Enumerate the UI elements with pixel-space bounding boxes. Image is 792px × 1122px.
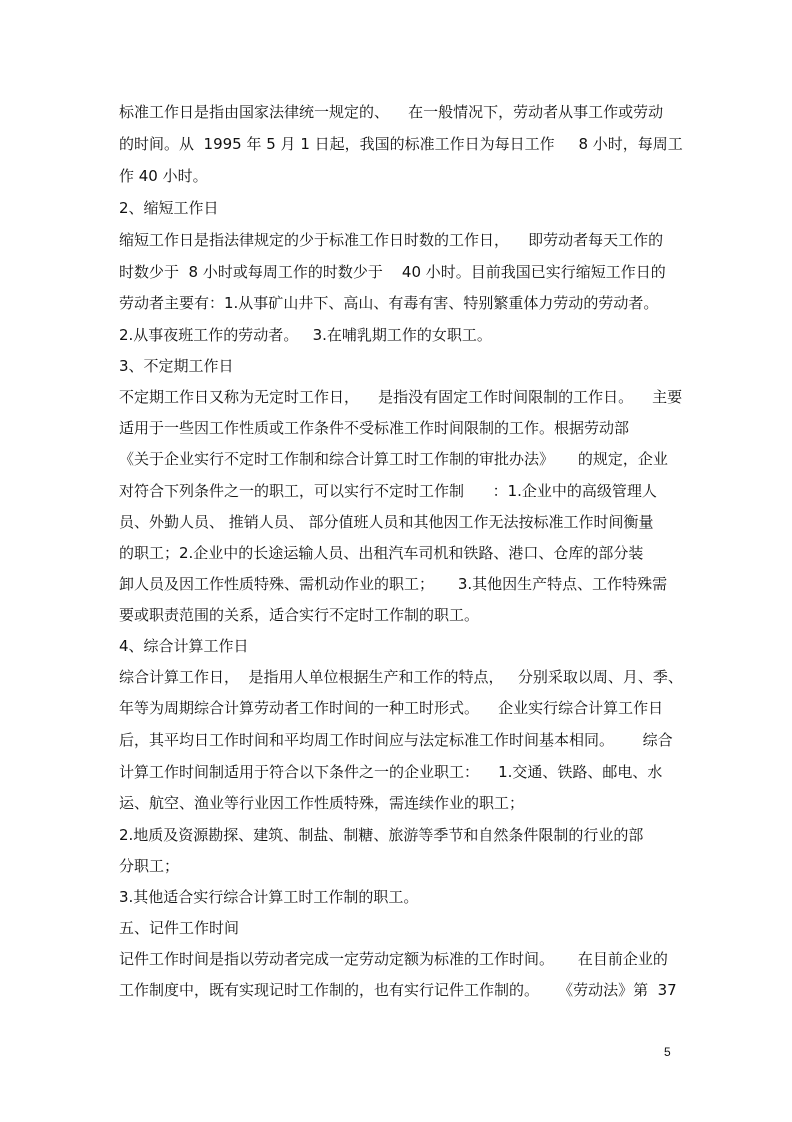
text-line-3: 作 40 小时。 <box>119 167 208 185</box>
text-line-23: 运、航空、渔业等行业因工作性质特殊，需连续作业的职工； <box>119 794 525 812</box>
text-line-25: 分职工； <box>119 857 180 875</box>
text-line-1: 标准工作日是指由国家法律统一规定的、 在一般情况下，劳动者从事工作或劳动 <box>119 103 664 121</box>
text-line-11: 适用于一些因工作性质或工作条件不受标准工作时间限制的工作。根据劳动部 <box>119 419 630 437</box>
section-heading-3: 3、不定期工作日 <box>119 357 234 375</box>
text-line-21: 后，其平均日工作时间和平均周工作时间应与法定标准工作时间基本相同。 综合 <box>119 731 673 749</box>
text-line-16: 卸人员及因工作性质特殊、需机动作业的职工； 3.其他因生产特点、工作特殊需 <box>119 575 668 593</box>
section-heading-5: 五、记件工作时间 <box>119 919 240 937</box>
text-line-20: 年等为周期综合计算劳动者工作时间的一种工时形式。 企业实行综合计算工作日 <box>119 699 664 717</box>
text-line-12: 《关于企业实行不定时工作制和综合计算工时工作制的审批办法》 的规定，企业 <box>119 450 668 468</box>
text-line-29: 工作制度中，既有实现记时工作制的，也有实行记件工作制的。 《劳动法》第 37 <box>119 981 677 999</box>
text-line-22: 计算工作时间制适用于符合以下条件之一的企业职工： 1.交通、铁路、邮电、水 <box>119 763 663 781</box>
text-line-19: 综合计算工作日， 是指用人单位根据生产和工作的特点， 分别采取以周、月、季、 <box>119 668 683 686</box>
text-line-8: 2.从事夜班工作的劳动者。 3.在哺乳期工作的女职工。 <box>119 326 492 344</box>
text-line-28: 记件工作时间是指以劳动者完成一定劳动定额为标准的工作时间。 在目前企业的 <box>119 950 668 968</box>
text-line-2: 的时间。从 1995 年 5 月 1 日起，我国的标准工作日为每日工作 8 小时，每周工 <box>119 135 683 153</box>
text-line-5: 缩短工作日是指法律规定的少于标准工作日时数的工作日， 即劳动者每天工作的 <box>119 231 664 249</box>
text-line-13: 对符合下列条件之一的职工，可以实行不定时工作制 ：1.企业中的高级管理人 <box>119 482 657 500</box>
section-heading-4: 4、综合计算工作日 <box>119 637 249 655</box>
text-line-7: 劳动者主要有：1.从事矿山井下、高山、有毒有害、特别繁重体力劳动的劳动者。 <box>119 294 659 312</box>
text-line-6: 时数少于 8 小时或每周工作的时数少于 40 小时。目前我国已实行缩短工作日的 <box>119 263 666 281</box>
text-line-14: 员、外勤人员、 推销人员、 部分值班人员和其他因工作无法按标准工作时间衡量 <box>119 513 654 531</box>
text-line-15: 的职工；2.企业中的长途运输人员、出租汽车司机和铁路、港口、仓库的部分装 <box>119 544 644 562</box>
text-line-24: 2.地质及资源勘探、建筑、制盐、制糖、旅游等季节和自然条件限制的行业的部 <box>119 826 644 844</box>
text-line-26: 3.其他适合实行综合计算工时工作制的职工。 <box>119 888 419 906</box>
text-line-10: 不定期工作日又称为无定时工作日， 是指没有固定工作时间限制的工作日。 主要 <box>119 388 683 406</box>
section-heading-2: 2、缩短工作日 <box>119 199 219 217</box>
page-number: 5 <box>664 1045 671 1059</box>
text-line-17: 要或职责范围的关系，适合实行不定时工作制的职工。 <box>119 606 480 624</box>
